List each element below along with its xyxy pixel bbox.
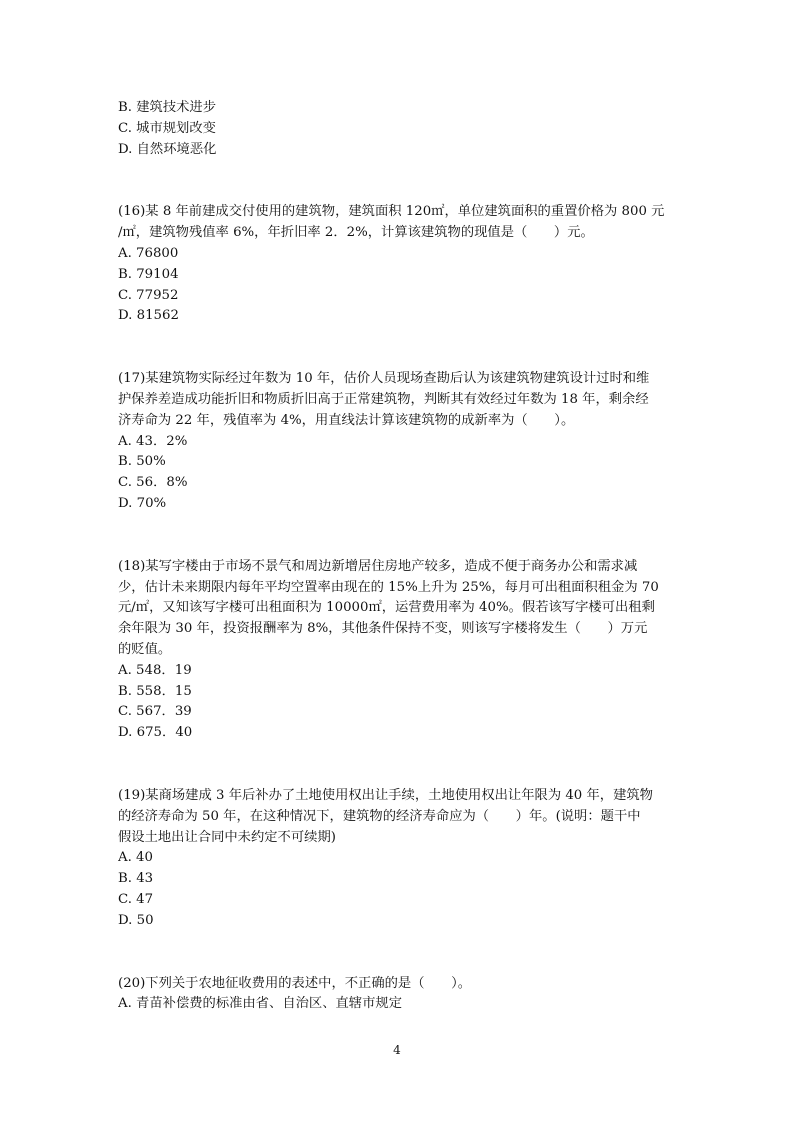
page-content: [118, 98, 680, 1015]
question-stem-line: 余年限为 30 年，投资报酬率为 8%，其他条件保持不变，则该写字楼将发生（ ）万元: [118, 621, 648, 637]
option-d: D. 70%: [118, 495, 167, 511]
question-stem-line: 元/㎡，又知该写字楼可出租面积为 10000㎡，运营费用率为 40%。假若该写字楼可出租剩: [118, 600, 655, 616]
question-stem-line: (20)下列关于农地征收费用的表述中，不正确的是（ ）。: [118, 975, 472, 991]
question-19: [118, 786, 680, 932]
option-b: B. 建筑技术进步: [118, 100, 217, 115]
question-stem-line: (17)某建筑物实际经过年数为 10 年，估价人员现场查勘后认为该建筑物建筑设计过时和维: [118, 371, 650, 387]
option-c: C. 567．39: [118, 704, 192, 720]
question-stem-line: 护保养差造成功能折旧和物质折旧高于正常建筑物，判断其有效经过年数为 18 年，剩余经: [118, 391, 649, 407]
question-stem-line: (19)某商场建成 3 年后补办了土地使用权出让手续，土地使用权出让年限为 40 年，建筑物: [118, 787, 653, 803]
option-c: C. 47: [118, 891, 154, 907]
question-stem-line: 少，估计未来期限内每年平均空置率由现在的 15%上升为 25%，每月可出租面积租金为 70: [118, 579, 659, 595]
question-18: [118, 557, 680, 744]
option-a: A. 40: [118, 850, 153, 866]
option-a: A. 76800: [118, 245, 179, 261]
question-16: [118, 202, 680, 327]
question-stem-line: 济寿命为 22 年，残值率为 4%，用直线法计算该建筑物的成新率为（ ）。: [118, 412, 575, 428]
option-a: A. 548．19: [118, 662, 192, 678]
question-stem-line: 的贬值。: [118, 641, 172, 657]
question-stem-line: /㎡，建筑物残值率 6%，年折旧率 2．2%，计算该建筑物的现值是（ ）元。: [118, 225, 594, 241]
question-stem-line: 假设土地出让合同中未约定不可续期): [118, 829, 336, 845]
option-c: C. 城市规划改变: [118, 120, 216, 136]
question-17: [118, 369, 680, 515]
option-b: B. 79104: [118, 266, 179, 282]
option-a: A. 青苗补偿费的标准由省、自治区、直辖市规定: [118, 996, 402, 1012]
option-b: B. 50%: [118, 454, 166, 470]
option-d: D. 81562: [118, 308, 179, 324]
option-d: D. 自然环境恶化: [118, 141, 217, 157]
option-c: C. 56．8%: [118, 475, 188, 491]
question-20: [118, 974, 680, 1016]
option-c: C. 77952: [118, 287, 179, 303]
question-stem-line: (18)某写字楼由于市场不景气和周边新增居住房地产较多，造成不便于商务办公和需求减: [118, 558, 638, 574]
option-b: B. 558．15: [118, 683, 192, 699]
question-stem-line: 的经济寿命为 50 年，在这种情况下，建筑物的经济寿命应为（ ）年。(说明：题干中: [118, 808, 641, 824]
option-d: D. 675．40: [118, 725, 193, 741]
option-d: D. 50: [118, 912, 154, 928]
question-stem-line: (16)某 8 年前建成交付使用的建筑物，建筑面积 120㎡，单位建筑面积的重置价格为 800 元: [118, 204, 665, 220]
previous-question-options: [118, 98, 680, 160]
option-b: B. 43: [118, 871, 154, 887]
option-a: A. 43．2%: [118, 433, 188, 449]
page-number: 4: [393, 1043, 401, 1057]
